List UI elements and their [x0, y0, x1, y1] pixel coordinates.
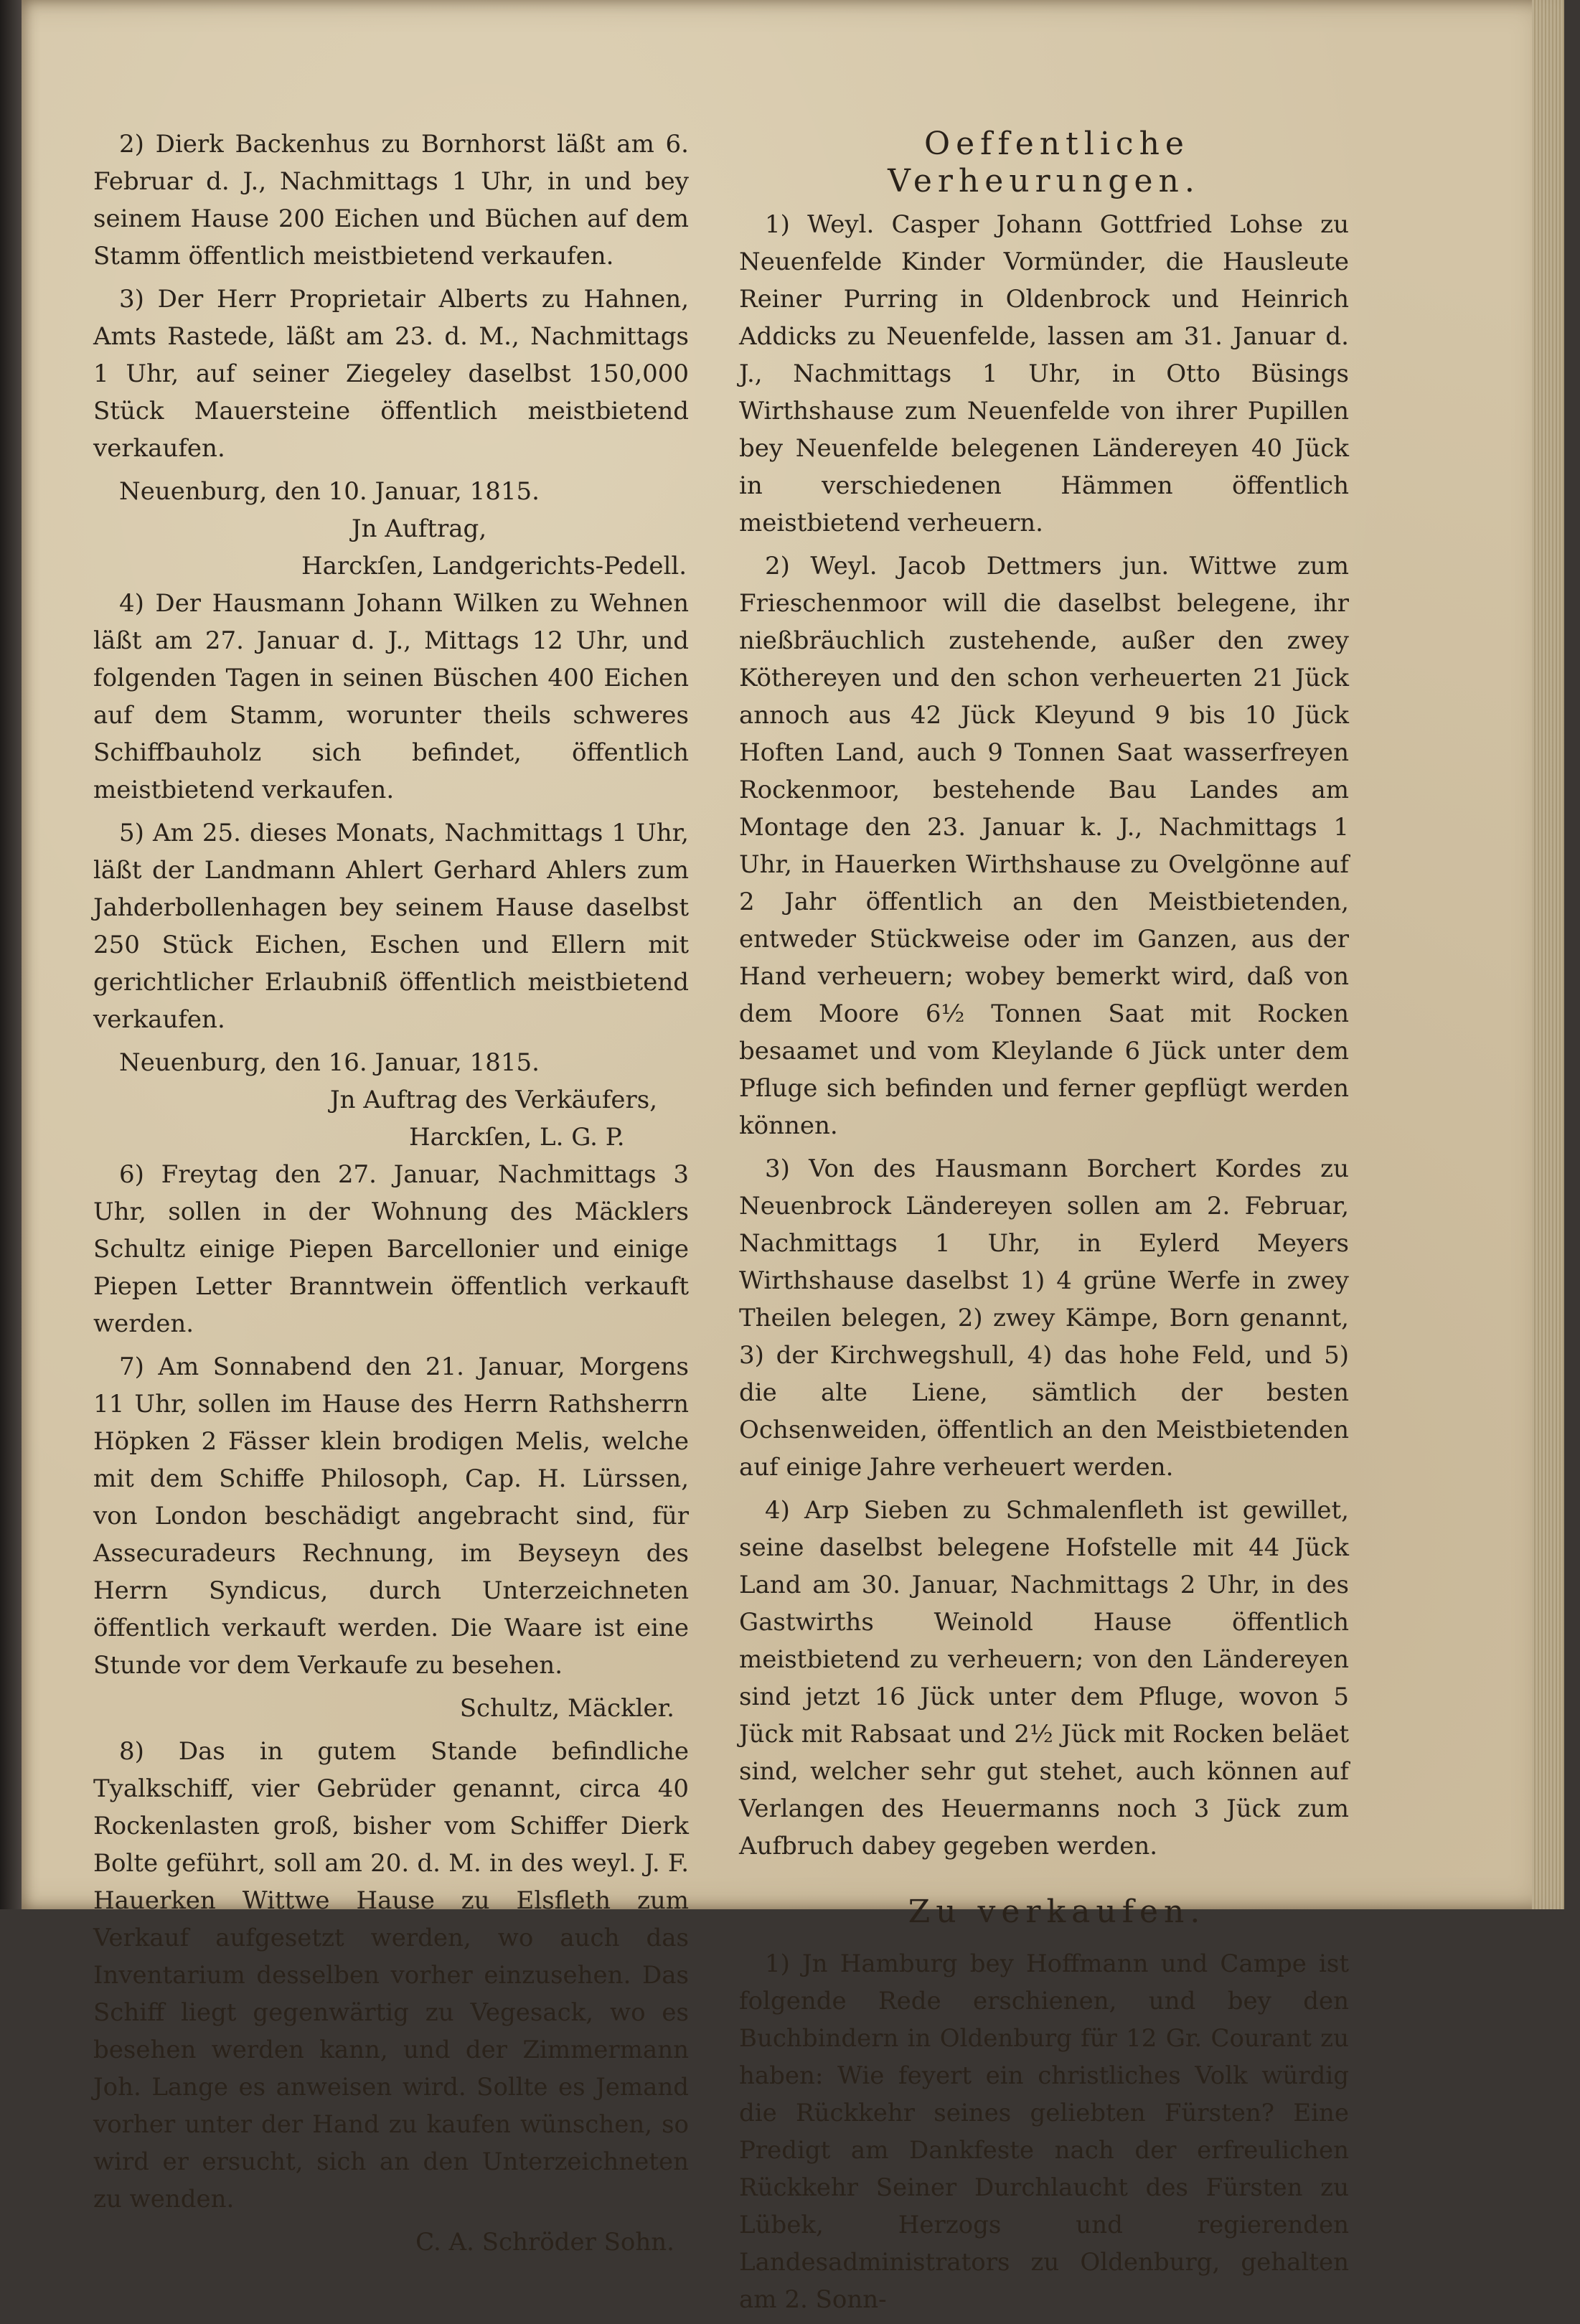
- notice-5-place-date: Neuenburg, den 16. Januar, 1815.: [119, 1048, 540, 1077]
- notice-5-signature: Harckſen, L. G. P.: [409, 1123, 625, 1152]
- page-edges: [1532, 0, 1564, 1909]
- notice-8-signature: C. A. Schröder Sohn.: [415, 2228, 674, 2257]
- section-heading-for-sale: Zu verkaufen.: [908, 1893, 1206, 1930]
- rental-1: 1) Weyl. Casper Johann Gottfried Lohse zu Neuenfelde Kinder Vormünder, die Hausleute Reiner Purring in Oldenbrock und Heinrich Addicks zu Neuenfelde, lassen am 31. Januar d. J., Nachmittags 1 Uhr, in Otto Büsings Wirthshause zum Neuenfelde von ihrer Pupillen bey Neuenfelde belegenen Ländereyen 40 Jück in verschiedenen Hämmen öffentlich meistbietend verheuern.: [739, 210, 1349, 537]
- notice-3-authority: Jn Auftrag,: [352, 514, 487, 543]
- rental-2: 2) Weyl. Jacob Dettmers jun. Wittwe zum Frieschenmoor will die daselbst belegene, ihr nießbräuchlich zustehende, außer den zwey Köthereyen und den schon verheuerten 21 Jück annoch aus 42 Jück Kleyund 9 bis 10 Jück Hoften Land, auch 9 Tonnen Saat wasserfreyen Rockenmoor, bestehende Bau Landes am Montage den 23. Januar k. J., Nachmittags 1 Uhr, in Hauerken Wirthshause zu Ovelgönne auf 2 Jahr öffentlich an den Meistbietenden, entweder Stückweise oder im Ganzen, aus der Hand verheuern; wobey bemerkt wird, daß von dem Moore 6½ Tonnen Saat mit Rocken besaamet und vom Kleylande 6 Jück unter dem Pfluge sich befinden und ferner gepflügt werden können.: [739, 552, 1349, 1140]
- notice-4: 4) Der Hausmann Johann Wilken zu Wehnen läßt am 27. Januar d. J., Mittags 12 Uhr, und folgenden Tagen in seinen Büschen 400 Eichen auf dem Stamm, worunter theils schweres Schiffbauholz sich befindet, öffentlich meistbietend verkaufen.: [93, 589, 689, 804]
- notice-5-authority: Jn Auftrag des Verkäufers,: [330, 1086, 658, 1114]
- notice-3-signature: Harckſen, Landgerichts-Pedell.: [301, 552, 687, 580]
- notice-8: 8) Das in gutem Stande befindliche Tyalkschiff, vier Gebrüder genannt, circa 40 Rockenlasten groß, bisher vom Schiffer Dierk Bolte geführt, soll am 20. d. M. in des weyl. J. F. Hauerken Wittwe Hause zu Elsfleth zum Verkauf aufgesetzt werden, wo auch das Inventarium desselben vorher einzusehen. Das Schiff liegt gegenwärtig zu Vegesack, wo es besehen werden kann, und der Zimmermann Joh. Lange es anweisen wird. Sollte es Jemand vorher unter der Hand zu kaufen wünschen, so wird er ersucht, sich an den Unterzeichneten zu wenden.: [93, 1737, 689, 2214]
- left-column: [93, 126, 689, 2267]
- right-column: [739, 126, 1349, 2324]
- notice-7: 7) Am Sonnabend den 21. Januar, Morgens 11 Uhr, sollen im Hause des Herrn Rathsherrn Höpken 2 Fässer klein brodigen Melis, welche mit dem Schiffe Philosoph, Cap. H. Lürssen, von London beschädigt angebracht sind, für Assecuradeurs Rechnung, im Beyseyn des Herrn Syndicus, durch Unterzeichneten öffentlich verkauft werden. Die Waare ist eine Stunde vor dem Verkaufe zu besehen.: [93, 1352, 689, 1680]
- rental-4: 4) Arp Sieben zu Schmalenfleth ist gewillet, seine daselbst belegene Hofstelle mit 44 Jück Land am 30. Januar, Nachmittags 2 Uhr, in des Gastwirths Weinold Hause öffentlich meistbietend zu verheuern; von den Ländereyen sind jetzt 16 Jück unter dem Pfluge, wovon 5 Jück mit Rabsaat und 2½ Jück mit Rocken beläet sind, welcher sehr gut stehet, auch können auf Verlangen des Heuermanns noch 3 Jück zum Aufbruch dabey gegeben werden.: [739, 1496, 1349, 1860]
- section-heading-rentals: Oeffentliche Verheurungen.: [888, 126, 1200, 199]
- notice-5: 5) Am 25. dieses Monats, Nachmittags 1 Uhr, läßt der Landmann Ahlert Gerhard Ahlers zum Jahderbollenhagen bey seinem Hause daselbst 250 Stück Eichen, Eschen und Ellern mit gerichtlicher Erlaubniß öffentlich meistbietend verkaufen.: [93, 819, 689, 1034]
- notice-3: 3) Der Herr Proprietair Alberts zu Hahnen, Amts Rastede, läßt am 23. d. M., Nachmittags 1 Uhr, auf seiner Ziegeley daselbst 150,000 Stück Mauersteine öffentlich meistbietend verkaufen.: [93, 285, 689, 463]
- notice-7-signature: Schultz, Mäckler.: [459, 1694, 674, 1723]
- notice-2: 2) Dierk Backenhus zu Bornhorst läßt am 6. Februar d. J., Nachmittags 1 Uhr, in und bey seinem Hause 200 Eichen und Büchen auf dem Stamm öffentlich meistbietend verkaufen.: [93, 130, 689, 270]
- rental-3: 3) Von des Hausmann Borchert Kordes zu Neuenbrock Ländereyen sollen am 2. Februar, Nachmittags 1 Uhr, in Eylerd Meyers Wirthshause daselbst 1) 4 grüne Werfe in zwey Theilen belegen, 2) zwey Kämpe, Born genannt, 3) der Kirchwegshull, 4) das hohe Feld, und 5) die alte Liene, sämtlich der besten Ochsenweiden, öffentlich an den Meistbietenden auf einige Jahre verheuert werden.: [739, 1154, 1349, 1482]
- book-spine: [0, 0, 22, 1909]
- sale-1: 1) Jn Hamburg bey Hoffmann und Campe ist folgende Rede erschienen, und bey den Buchbindern in Oldenburg für 12 Gr. Courant zu haben: Wie feyert ein christliches Volk würdig die Rückkehr seines geliebten Fürsten? Eine Predigt am Dankfeste nach der erfreulichen Rückkehr Seiner Durchlaucht des Fürsten zu Lübek, Herzogs und regierenden Landesadministrators zu Oldenburg, gehalten am 2. Sonn-: [739, 1949, 1349, 2314]
- notice-6: 6) Freytag den 27. Januar, Nachmittags 3 Uhr, sollen in der Wohnung des Mäcklers Schultz einige Piepen Barcellonier und einige Piepen Letter Branntwein öffentlich verkauft werden.: [93, 1160, 689, 1338]
- notice-3-place-date: Neuenburg, den 10. Januar, 1815.: [119, 477, 540, 506]
- newspaper-page: [22, 0, 1564, 2314]
